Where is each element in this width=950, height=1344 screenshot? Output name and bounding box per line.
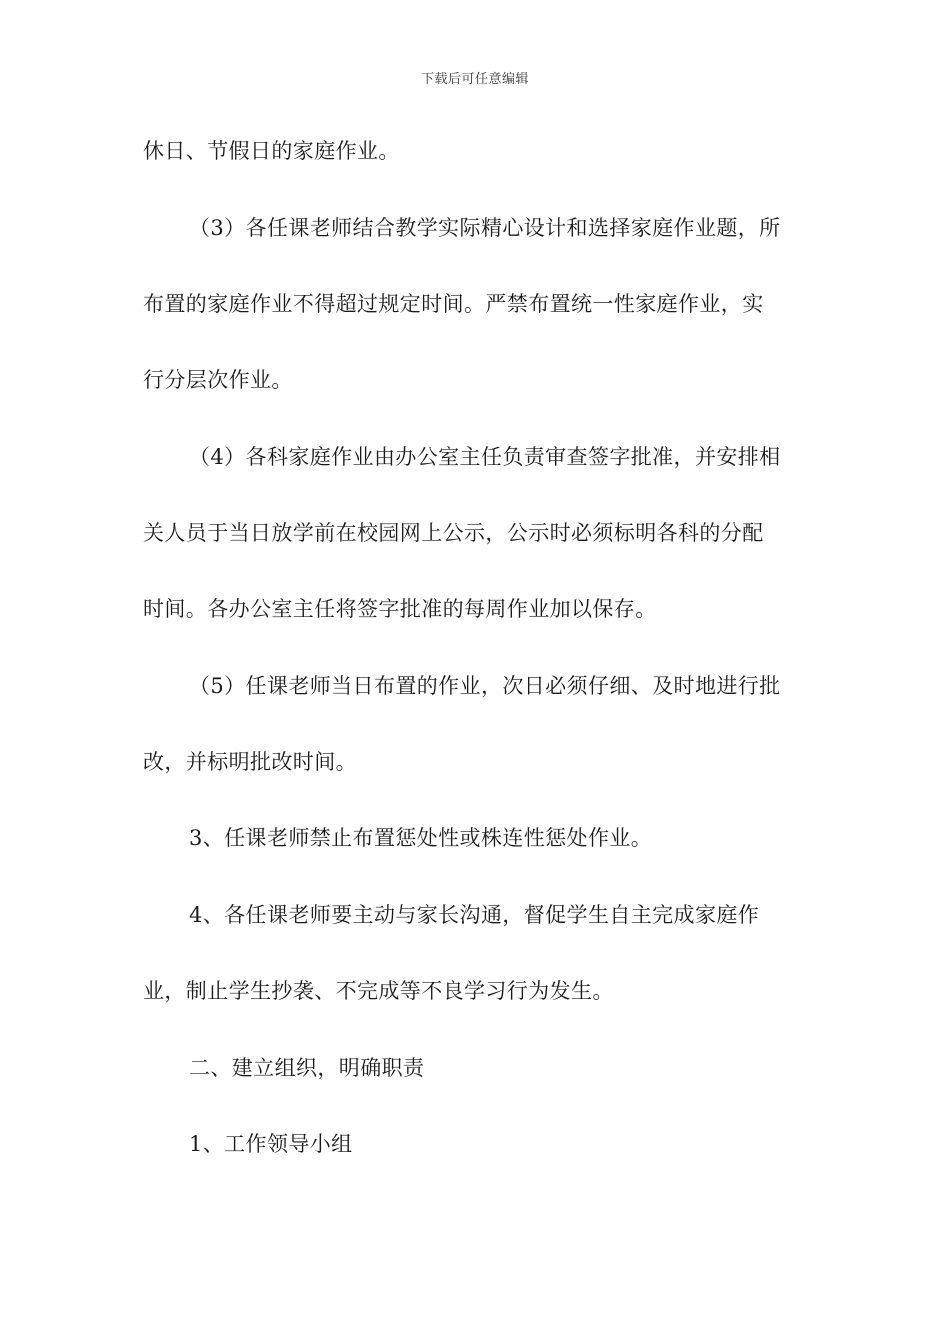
paragraph-line: 休日、节假日的家庭作业。 — [143, 139, 400, 163]
paragraph-line: （5）任课老师当日布置的作业，次日必须仔细、及时地进行批 — [189, 674, 781, 698]
section-heading: 二、建立组织，明确职责 — [189, 1056, 425, 1080]
paragraph-line: 关人员于当日放学前在校园网上公示，公示时必须标明各科的分配 — [143, 521, 764, 545]
paragraph-line: 业，制止学生抄袭、不完成等不良学习行为发生。 — [143, 979, 614, 1003]
paragraph-line: （3）各任课老师结合教学实际精心设计和选择家庭作业题，所 — [189, 216, 781, 240]
paragraph-line: 时间。各办公室主任将签字批准的每周作业加以保存。 — [143, 597, 657, 621]
paragraph-line: （4）各科家庭作业由办公室主任负责审查签字批准，并安排相 — [189, 445, 781, 469]
subsection-heading: 1、工作领导小组 — [189, 1132, 353, 1156]
paragraph-line: 4、各任课老师要主动与家长沟通，督促学生自主完成家庭作 — [189, 903, 760, 927]
page-header: 下载后可任意编辑 — [420, 72, 529, 87]
paragraph-line: 3、任课老师禁止布置惩处性或株连性惩处作业。 — [189, 826, 653, 850]
paragraph-line: 行分层次作业。 — [143, 368, 293, 392]
paragraph-line: 布置的家庭作业不得超过规定时间。严禁布置统一性家庭作业，实 — [143, 292, 764, 316]
paragraph-line: 改，并标明批改时间。 — [143, 750, 357, 774]
